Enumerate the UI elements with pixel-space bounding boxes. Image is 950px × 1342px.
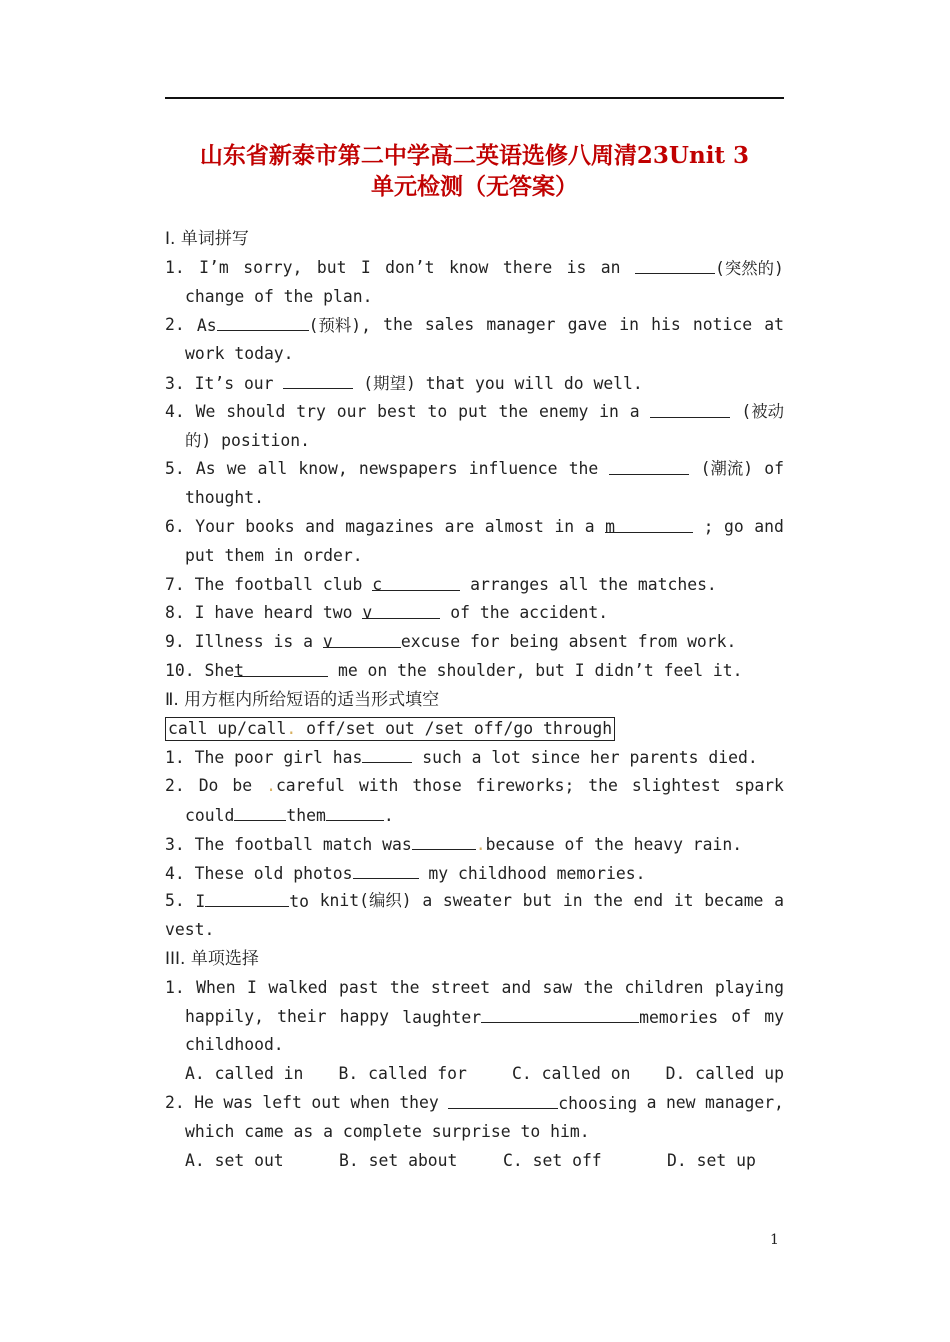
s2-q4: 4. These old photos my childhood memories. (165, 859, 784, 888)
stray-mark: . (266, 776, 276, 796)
s3-q2-line2: which came as a complete surprise to him. (185, 1121, 590, 1141)
answer-blank[interactable] (217, 311, 309, 331)
s3-q1-line3: childhood. (185, 1035, 284, 1055)
s1-q1-line2: change of the plan. (185, 286, 373, 306)
s1-q4-line1: 4. We should try our best to put the enemy in a (被动 (165, 398, 784, 427)
answer-blank[interactable] (353, 859, 419, 879)
answer-blank[interactable] (448, 1089, 558, 1109)
option-b[interactable]: B. set about (339, 1150, 458, 1170)
s1-q4-line2: 的) position. (185, 430, 310, 450)
title-line-1: 山东省新泰市第二中学高二英语选修八周清23Unit 3 (199, 142, 750, 169)
worksheet-body (165, 225, 784, 1175)
answer-blank[interactable] (234, 801, 286, 821)
section-1-heading: Ⅰ. 单词拼写 (165, 229, 249, 249)
answer-blank[interactable] (412, 830, 476, 850)
option-a[interactable]: A. called in (185, 1064, 304, 1084)
option-d[interactable]: D. set up (667, 1150, 756, 1170)
s1-q6-line2: put them in order. (185, 545, 363, 565)
option-b[interactable]: B. called for (338, 1064, 467, 1084)
section-3-heading: III. 单项选择 (165, 948, 259, 969)
document-title (165, 140, 784, 202)
option-d[interactable]: D. called up (665, 1064, 784, 1084)
option-c[interactable]: C. set off (503, 1150, 602, 1170)
s1-q7: 7. The football club c arranges all the matches. (165, 571, 784, 600)
section-2-heading: Ⅱ. 用方框内所给短语的适当形式填空 (165, 689, 440, 710)
phrase-box-line (165, 715, 784, 744)
s2-q5-line1: 5. I to knit(编织) a sweater but in the end it became a (165, 887, 784, 916)
s3-q1-options (165, 1060, 784, 1089)
s2-q1: 1. The poor girl has such a lot since her parents died. (165, 743, 784, 772)
page-number: 1 (770, 1232, 779, 1248)
answer-blank[interactable]: v (323, 628, 401, 648)
answer-blank[interactable] (481, 1003, 639, 1023)
answer-blank[interactable] (635, 254, 715, 274)
s1-q10: 10. Shet me on the shoulder, but I didn’t feel it. (165, 657, 784, 686)
answer-blank[interactable]: m (605, 513, 693, 533)
title-line-2: 单元检测（无答案） (371, 173, 578, 200)
s2-q3: 3. The football match was .because of the heavy rain. (165, 830, 784, 859)
s2-q2-line1: 2. Do be .careful with those fireworks; the slightest spark (165, 776, 784, 796)
phrase-box: call up/call. off/set out /set off/go through (165, 717, 615, 741)
s1-q5-line2: thought. (185, 488, 264, 508)
answer-blank[interactable]: c (372, 571, 460, 591)
answer-blank[interactable] (650, 398, 730, 418)
s1-q3: 3. It’s our (期望) that you will do well. (165, 369, 784, 398)
s1-q1-line1: 1. I’m sorry, but I don’t know there is an (突然的) (165, 254, 784, 283)
answer-blank[interactable] (609, 455, 689, 475)
answer-blank[interactable] (283, 369, 353, 389)
s1-q2-line2: work today. (185, 344, 294, 364)
answer-blank[interactable]: v (362, 599, 440, 619)
option-a[interactable]: A. set out (185, 1150, 284, 1170)
answer-blank[interactable] (362, 743, 412, 763)
s1-q5-line1: 5. As we all know, newspapers influence the (潮流) of (165, 455, 784, 484)
header-rule (165, 97, 784, 99)
s3-q2-line1: 2. He was left out when they choosing a new manager, (165, 1089, 784, 1118)
s1-q6-line1: 6. Your books and magazines are almost in a m ; go and (165, 513, 784, 542)
s3-q1-line2: happily, their happy laughter memories of my (165, 1003, 784, 1032)
s1-q9: 9. Illness is a v excuse for being absent from work. (165, 628, 784, 657)
s3-q1-line1: 1. When I walked past the street and saw the children playing (165, 977, 784, 997)
stray-mark: . (286, 718, 297, 738)
s2-q5-line2: vest. (165, 920, 215, 940)
answer-blank[interactable]: t (234, 657, 328, 677)
s1-q2-line1: 2. As (预料), the sales manager gave in his notice at (165, 311, 784, 340)
answer-blank[interactable] (326, 801, 384, 821)
answer-blank[interactable] (205, 887, 289, 907)
option-c[interactable]: C. called on (512, 1064, 631, 1084)
s3-q2-options (165, 1147, 784, 1176)
s2-q2-line2: could them . (165, 801, 784, 830)
s1-q8: 8. I have heard two v of the accident. (165, 599, 784, 628)
stray-mark: . (475, 834, 486, 854)
